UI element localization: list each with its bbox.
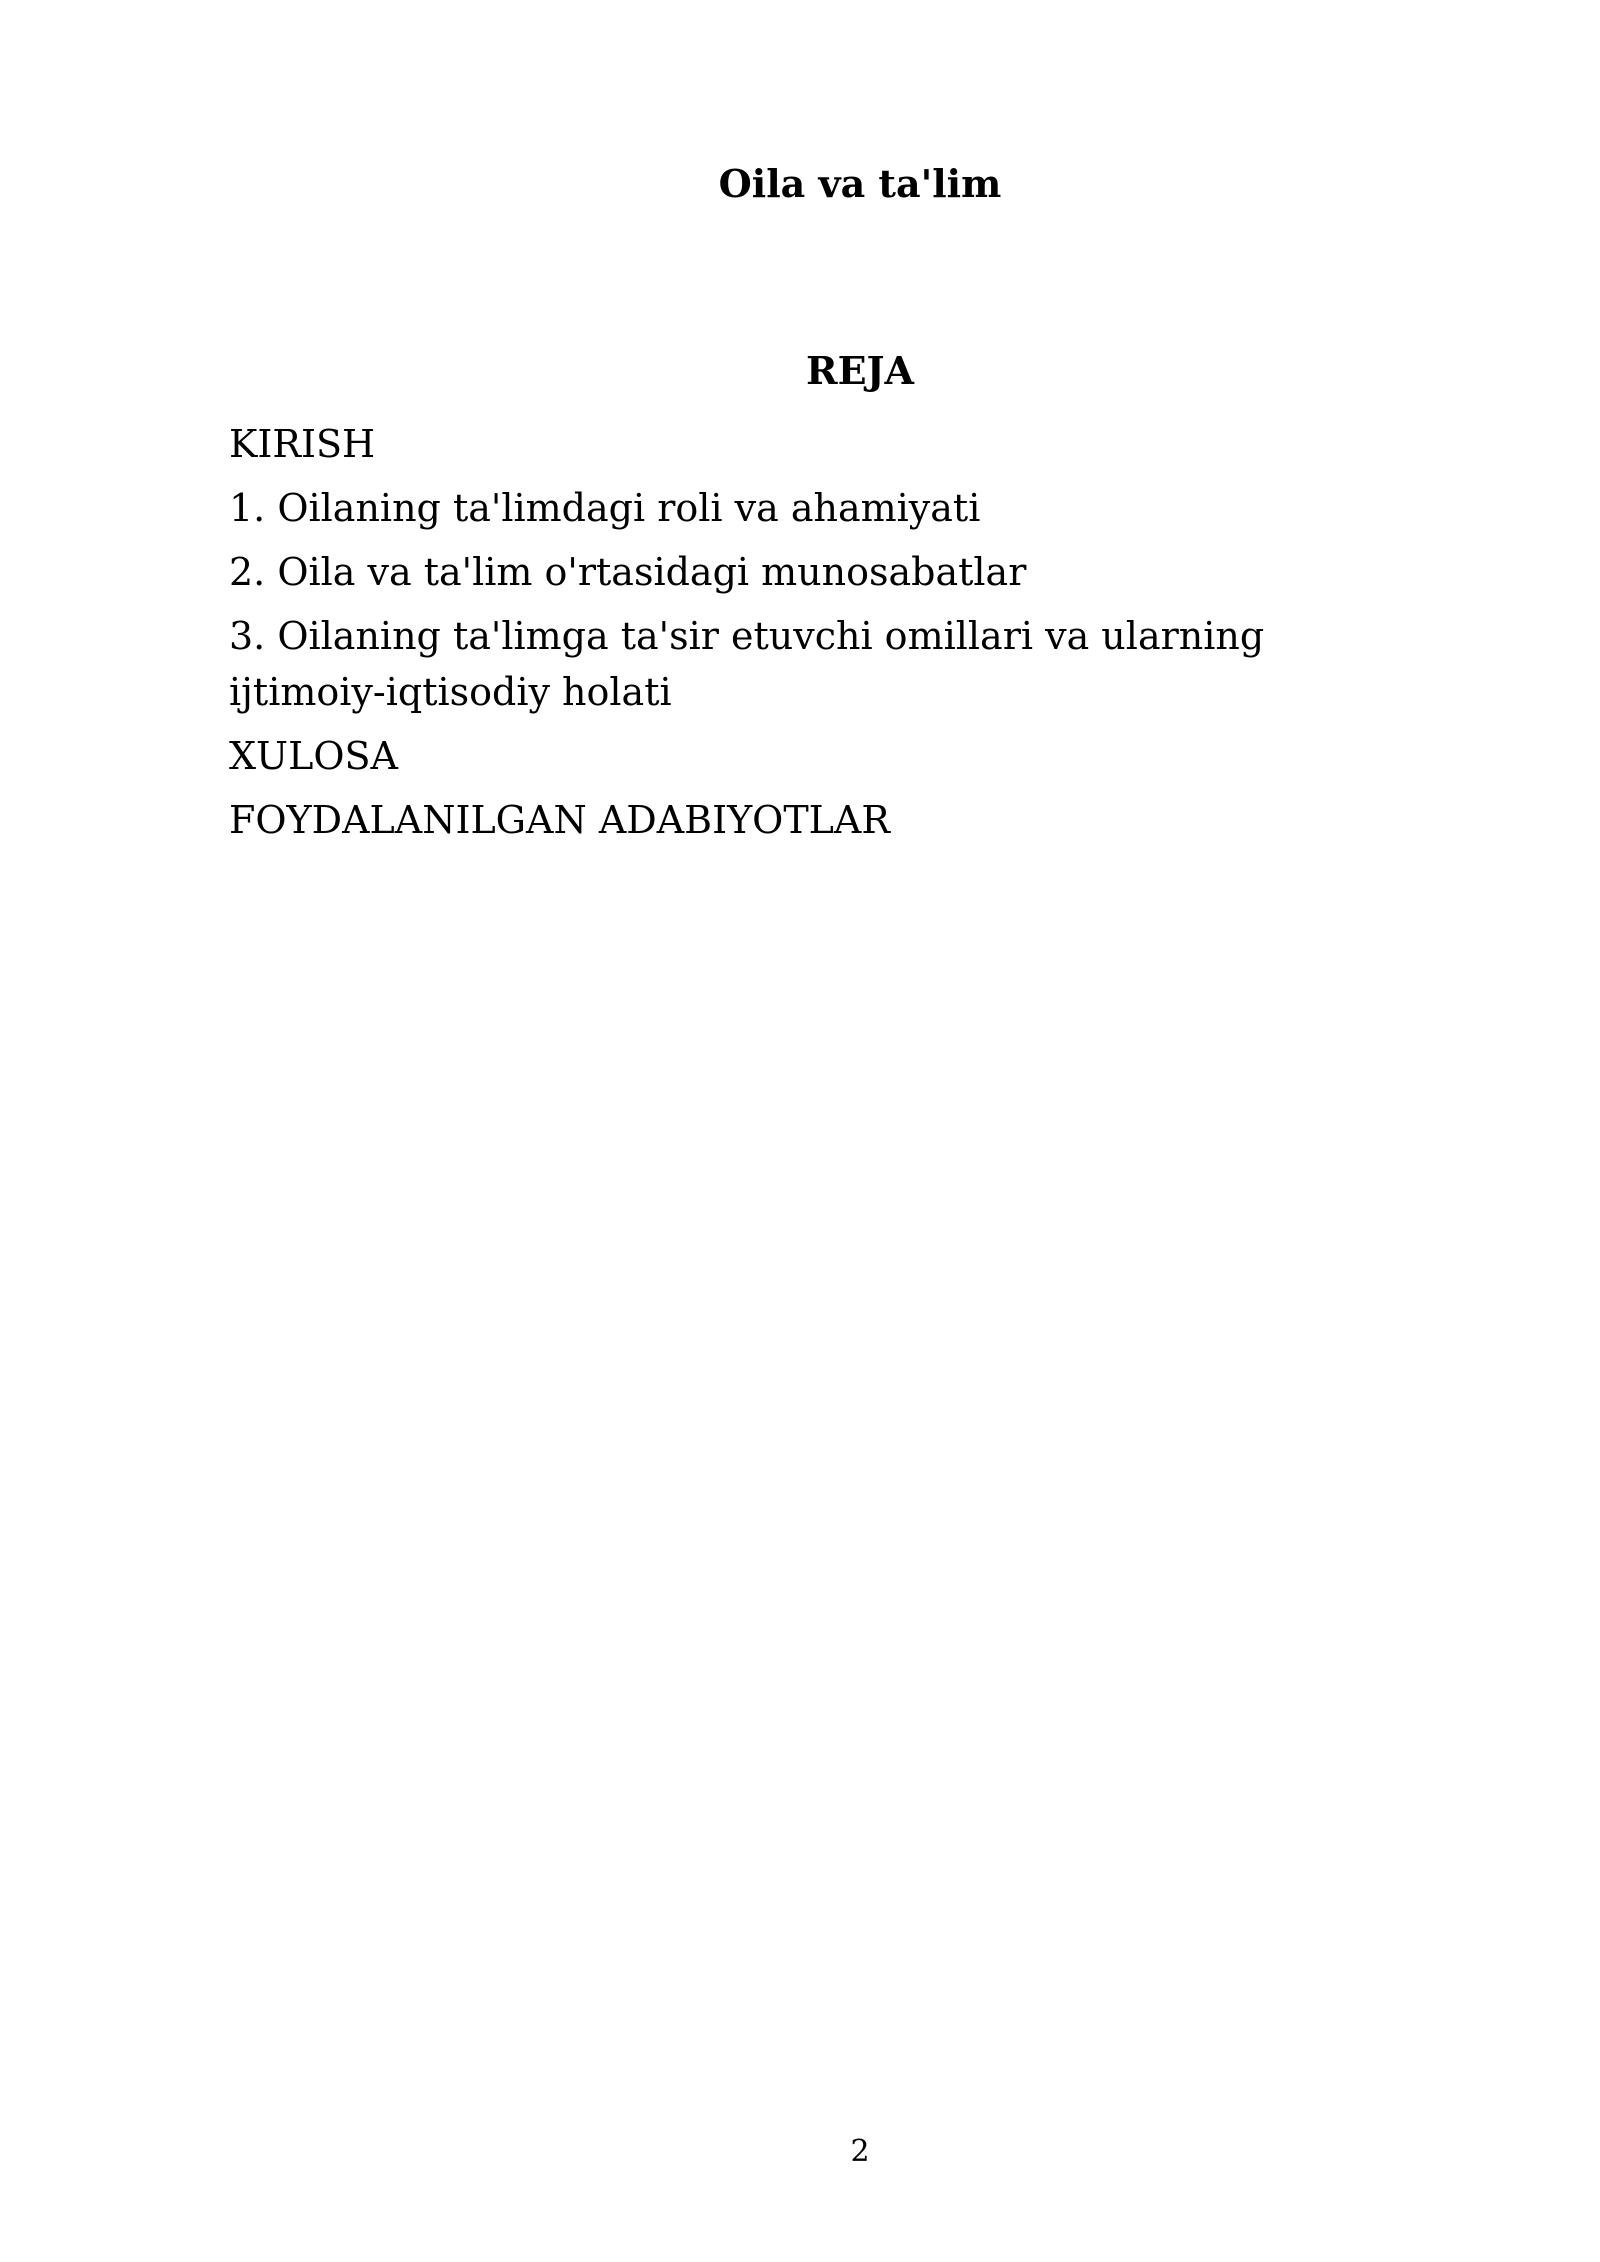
plan-item-conclusion: XULOSA <box>229 734 398 778</box>
document-title: Oila va ta'lim <box>718 161 1002 206</box>
plan-item-references: FOYDALANILGAN ADABIYOTLAR <box>229 798 890 842</box>
plan-heading: REJA <box>805 348 914 393</box>
plan-item-2: 2. Oila va ta'lim o'rtasidagi munosabatlar <box>229 550 1027 594</box>
plan-item-1: 1. Oilaning ta'limdagi roli va ahamiyati <box>229 486 981 530</box>
page-number: 2 <box>850 2134 870 2169</box>
plan-item-3: 3. Oilaning ta'limga ta'sir etuvchi omillari va ularning ijtimoiy-iqtisodiy holati <box>229 614 1265 714</box>
plan-item-introduction: KIRISH <box>229 422 376 466</box>
plan-list <box>229 416 1429 856</box>
